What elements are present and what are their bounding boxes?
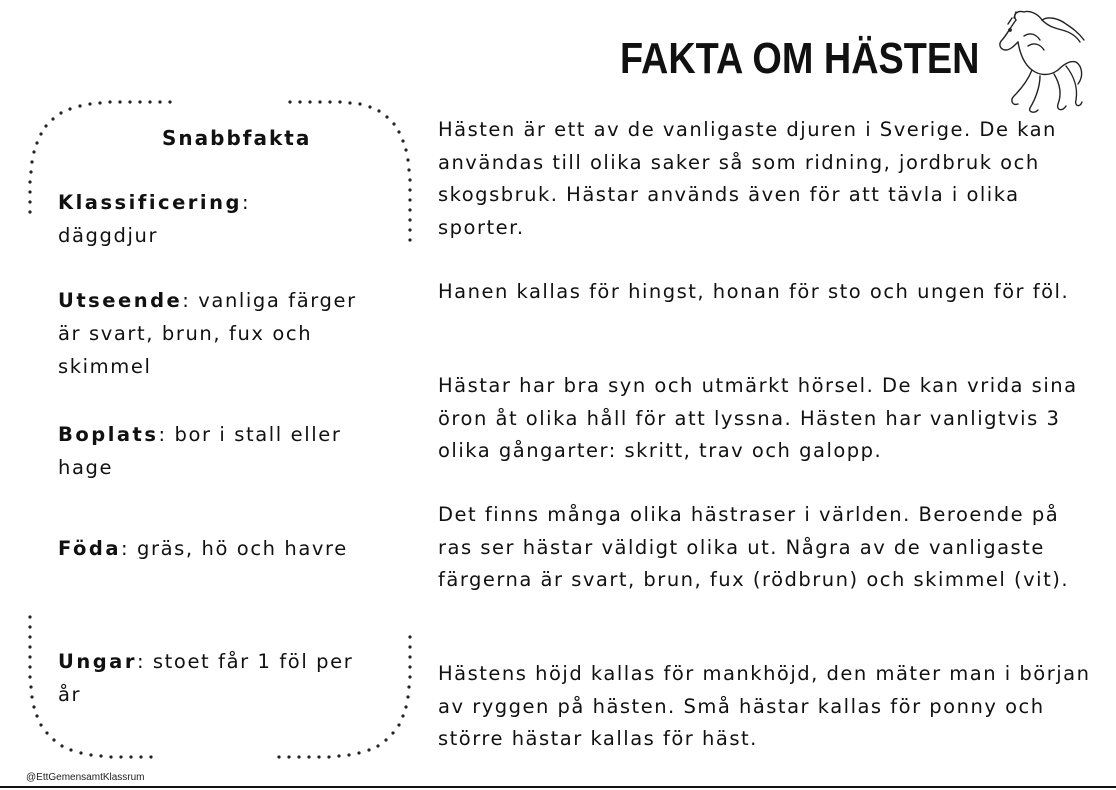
fact-boplats: Boplats: bor i stall eller hage	[58, 423, 342, 479]
fact-label: Ungar	[58, 650, 137, 673]
page-title: FAKTA OM HÄSTEN	[620, 34, 980, 83]
fact-label: Klassificering	[58, 191, 242, 214]
horse-illustration-icon	[988, 6, 1088, 116]
snabbfakta-heading: Snabbfakta	[162, 126, 312, 150]
fact-text: gräs, hö och havre	[137, 537, 348, 560]
fact-text: däggdjur	[58, 224, 159, 247]
paragraph: Hanen kallas för hingst, honan för sto och ungen för föl.	[438, 280, 1070, 303]
credit-text: @EttGemensamtKlassrum	[26, 772, 145, 783]
paragraph: Hästen är ett av de vanligaste djuren i Sverige. De kan användas till olika saker så som ridning, jordbruk och skogsbruk. Hästar används även för att tävla i olika sporter.	[438, 118, 1057, 239]
paragraph: Hästar har bra syn och utmärkt hörsel. De kan vrida sina öron åt olika håll för att lyssna. Hästen har vanligtvis 3 olika gångarter: skritt, trav och galopp.	[438, 374, 1078, 462]
fact-ungar: Ungar: stoet får 1 föl per år	[58, 650, 354, 706]
bottom-divider	[0, 786, 1116, 788]
fact-utseende: Utseende: vanliga färger är svart, brun, fux och skimmel	[58, 289, 357, 378]
fact-label: Föda	[58, 537, 122, 560]
fact-text: bor i stall eller hage	[58, 423, 342, 479]
fact-klassificering: Klassificering: däggdjur	[58, 191, 251, 247]
fact-text: stoet får 1 föl per år	[58, 650, 354, 706]
paragraph: Hästens höjd kallas för mankhöjd, den mäter man i början av ryggen på hästen. Små hästar kallas för ponny och större hästar kallas för häst.	[438, 662, 1091, 750]
fact-label: Boplats	[58, 423, 159, 446]
fact-text: vanliga färger är svart, brun, fux och skimmel	[58, 289, 357, 378]
fact-foda: Föda: gräs, hö och havre	[58, 537, 348, 560]
fact-label: Utseende	[58, 289, 183, 312]
paragraph: Det finns många olika hästraser i världen. Beroende på ras ser hästar väldigt olika ut. Några av de vanligaste färgerna är svart, brun, fux (rödbrun) och skimmel (vit).	[438, 503, 1070, 591]
